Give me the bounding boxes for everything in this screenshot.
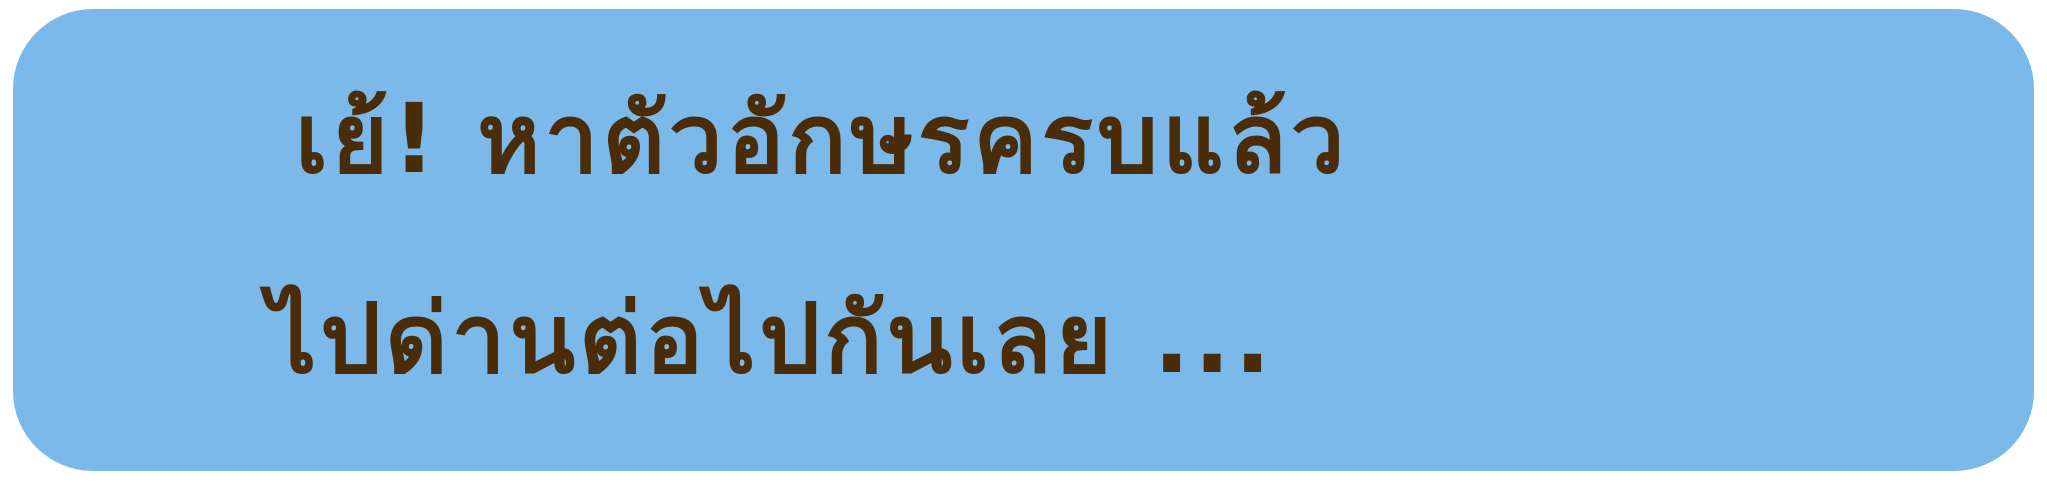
next-level-message-line: ไปด่านต่อไปกันเลย ... <box>268 283 1275 395</box>
message-banner <box>13 9 2034 471</box>
banner-message <box>13 9 2034 471</box>
completion-message-line: เย้! หาตัวอักษรครบแล้ว <box>295 83 1349 195</box>
